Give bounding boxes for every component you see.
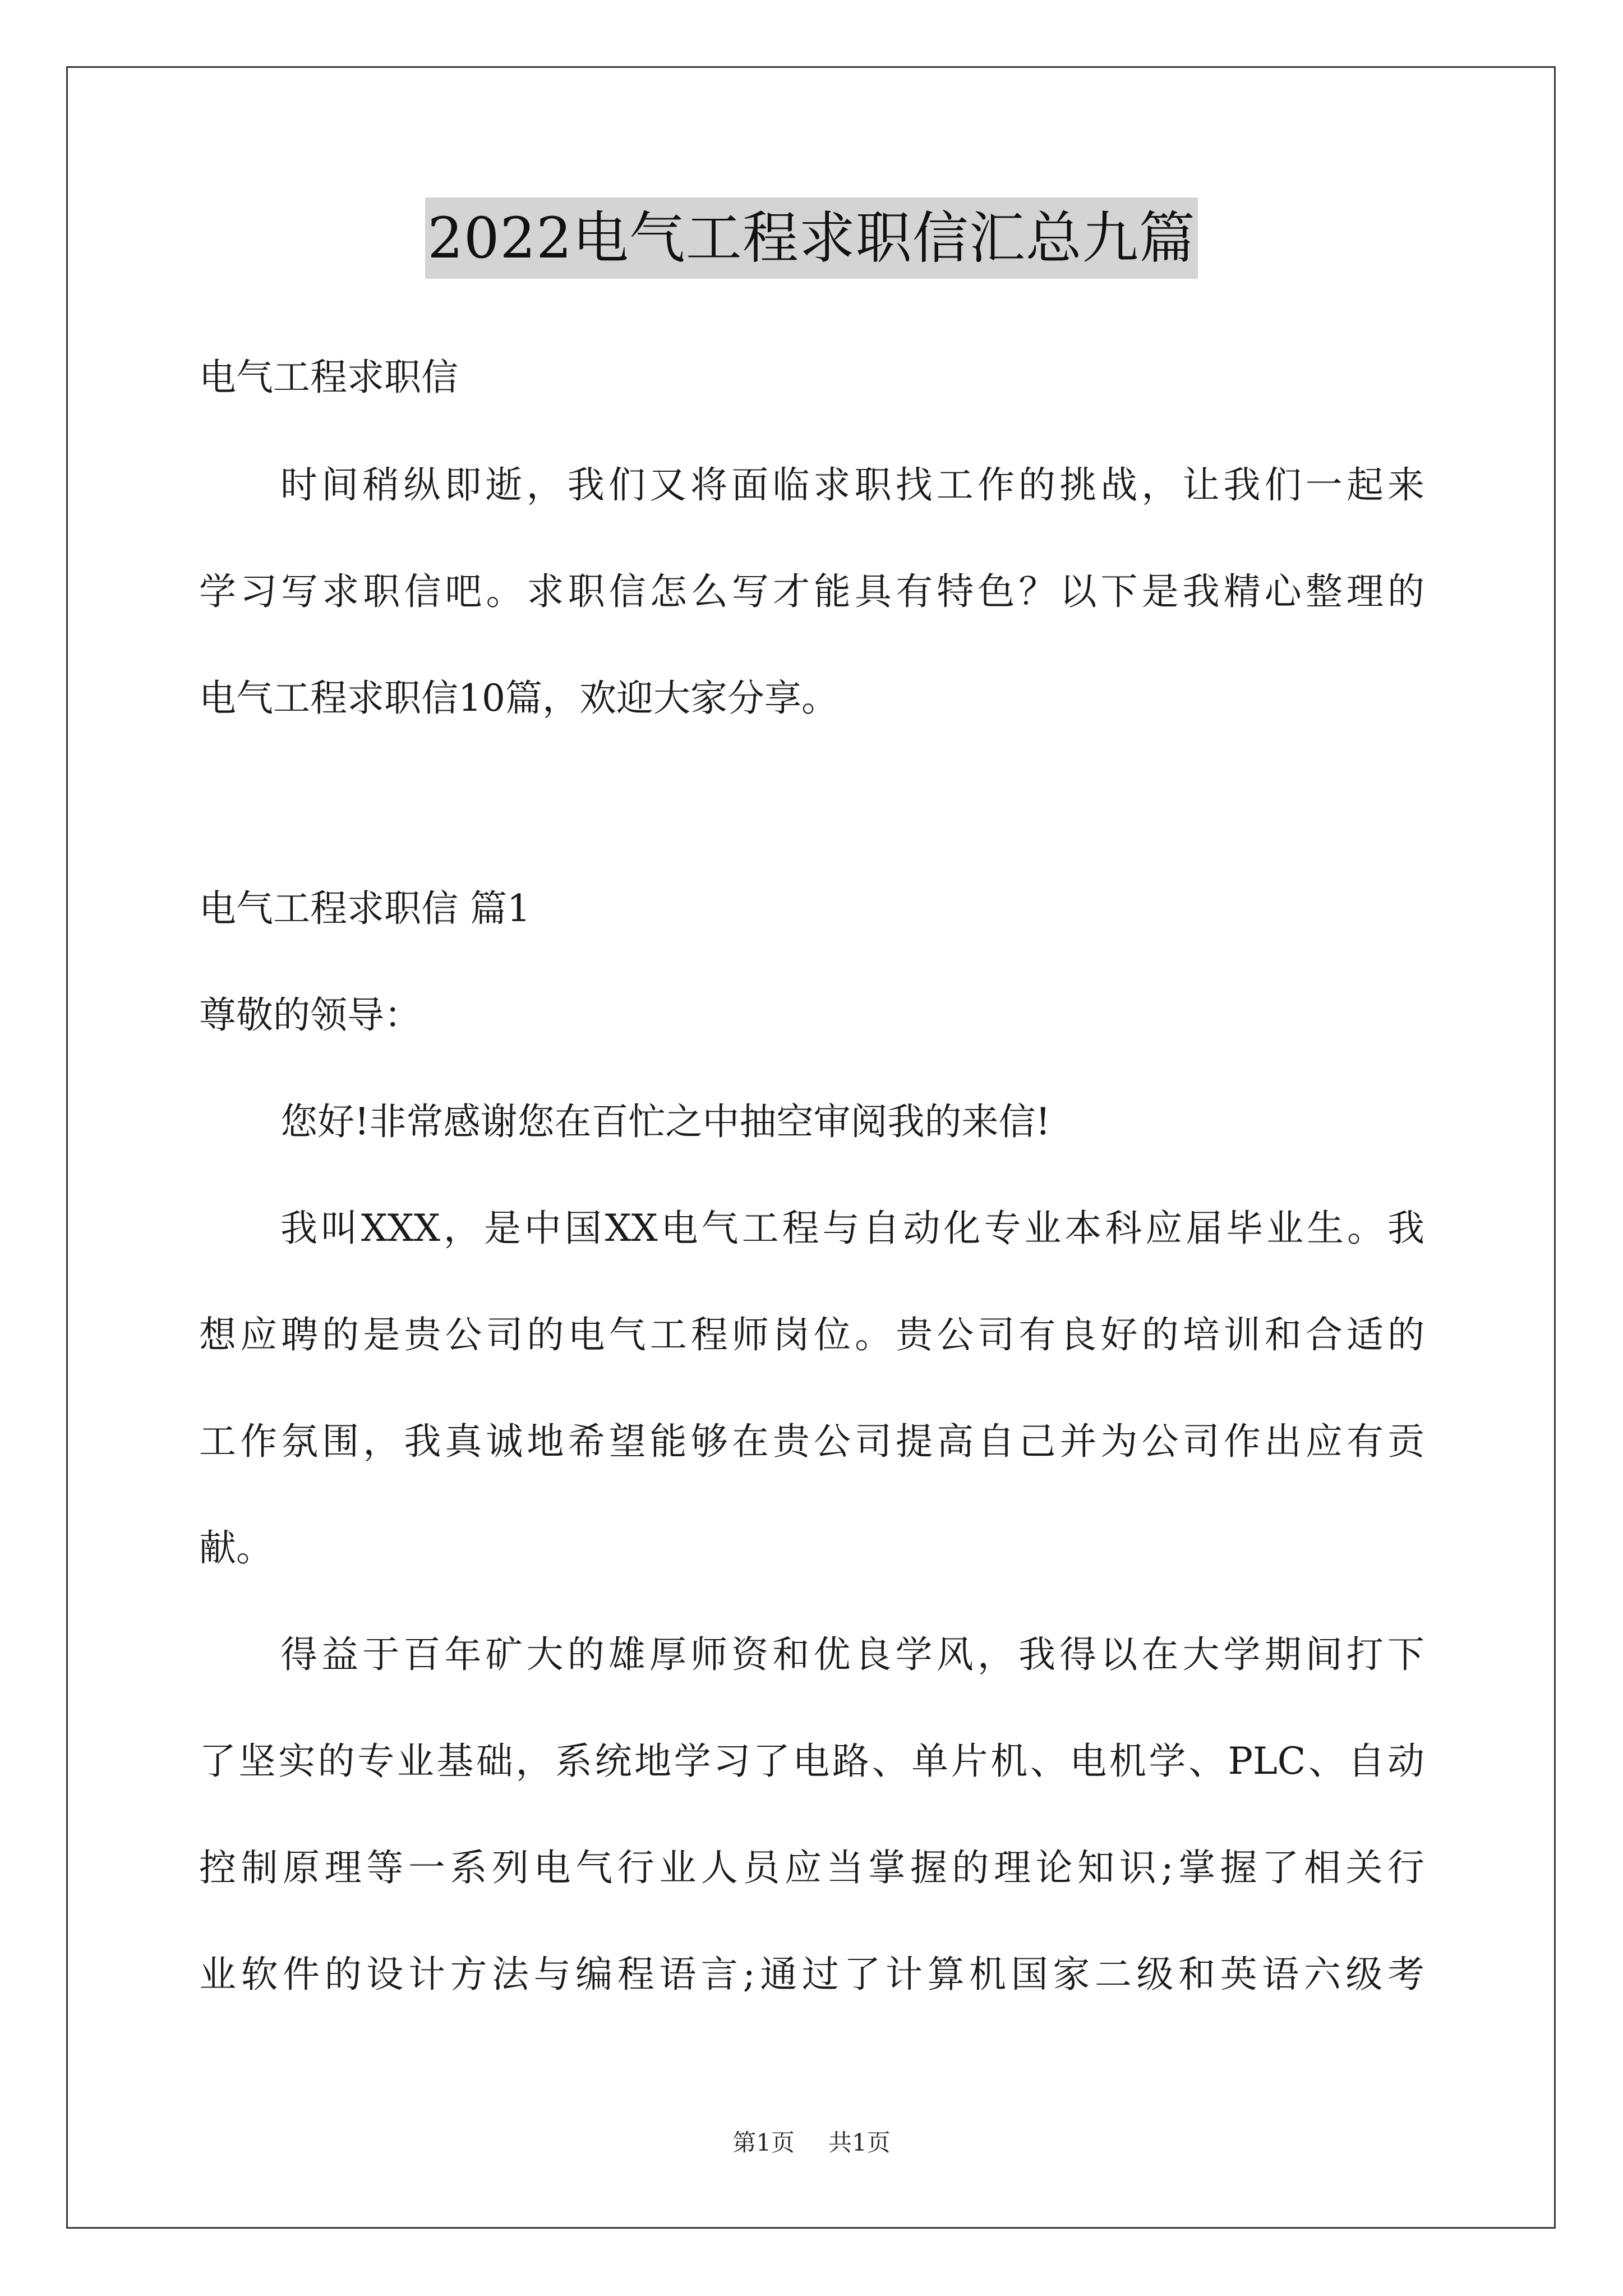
section-heading: 电气工程求职信 [199, 356, 458, 399]
salutation: 尊敬的领导： [199, 993, 421, 1037]
letter-heading: 电气工程求职信 篇1 [199, 887, 531, 930]
paragraph-2-line-1: 得益于百年矿大的雄厚师资和优良学风，我得以在大学期间打下 [280, 1633, 1424, 1676]
page-footer [0, 2126, 1623, 2160]
paragraph-2-line-4: 业软件的设计方法与编程语言;通过了计算机国家二级和英语六级考 [199, 1953, 1424, 1996]
paragraph-1-line-3: 工作氛围，我真诚地希望能够在贵公司提高自己并为公司作出应有贡 [199, 1420, 1424, 1463]
paragraph-1-line-1: 我叫XXX，是中国XX电气工程与自动化专业本科应届毕业生。我 [280, 1207, 1424, 1250]
document-title: 2022电气工程求职信汇总九篇 [425, 197, 1198, 279]
intro-line-3: 电气工程求职信10篇，欢迎大家分享。 [199, 677, 838, 720]
title-container [0, 197, 1623, 279]
paragraph-1-line-4: 献。 [199, 1526, 273, 1570]
greeting-line: 您好!非常感谢您在百忙之中抽空审阅我的来信! [280, 1100, 1051, 1143]
intro-line-2: 学习写求职信吧。求职信怎么写才能具有特色？以下是我精心整理的 [199, 570, 1424, 613]
paragraph-2-line-2: 了坚实的专业基础，系统地学习了电路、单片机、电机学、PLC、自动 [199, 1740, 1424, 1783]
page-total: 共1页 [828, 2129, 891, 2156]
paragraph-1-line-2: 想应聘的是贵公司的电气工程师岗位。贵公司有良好的培训和合适的 [199, 1313, 1424, 1356]
paragraph-2-line-3: 控制原理等一系列电气行业人员应当掌握的理论知识;掌握了相关行 [199, 1846, 1424, 1889]
intro-line-1: 时间稍纵即逝，我们又将面临求职找工作的挑战，让我们一起来 [280, 463, 1424, 507]
page-number: 第1页 [732, 2129, 795, 2156]
